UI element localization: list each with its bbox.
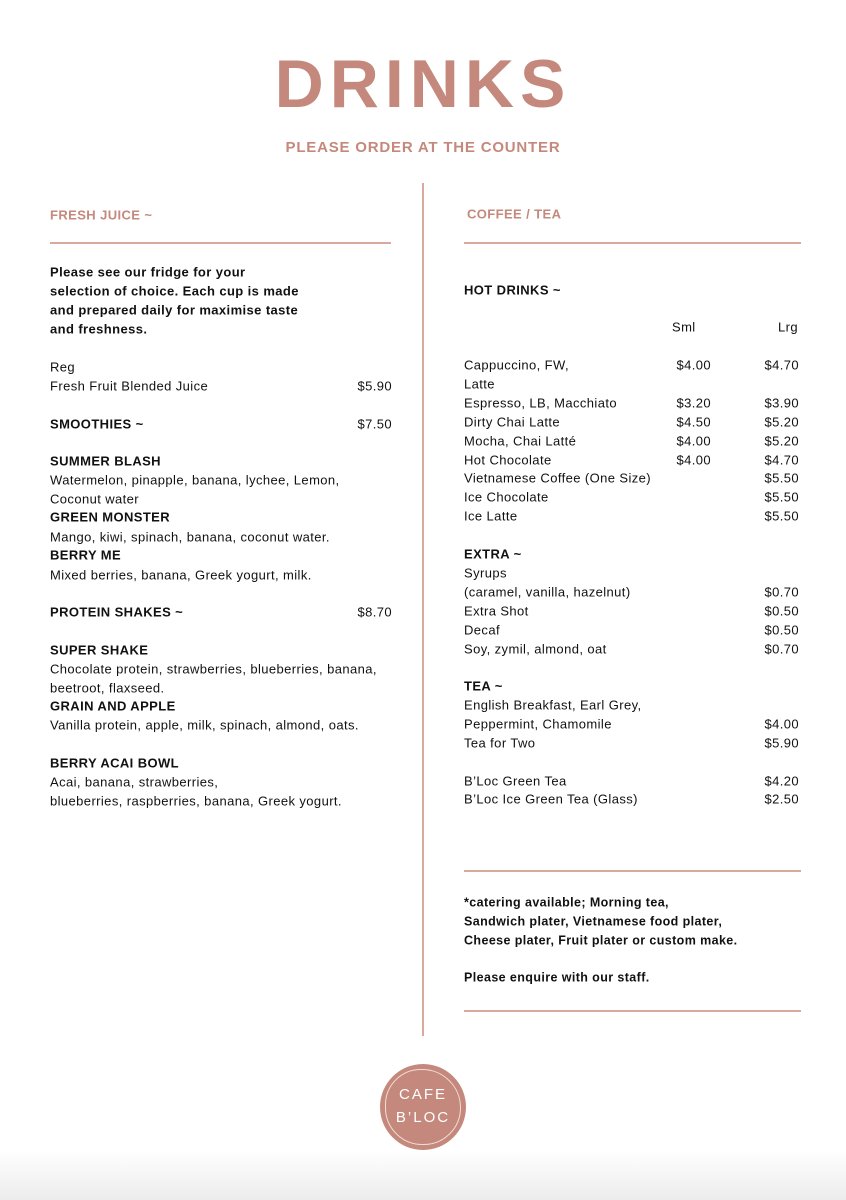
protein-shakes-price: $8.70	[357, 604, 392, 620]
menu-item-name: Tea for Two	[464, 735, 536, 751]
menu-item-name: Ice Latte	[464, 508, 518, 524]
protein-shakes-heading: PROTEIN SHAKES ~	[50, 604, 184, 620]
acai-bowl-heading: BERRY ACAI BOWL	[50, 755, 180, 771]
menu-item-price: $0.70	[764, 641, 799, 657]
menu-item-name: Syrups	[464, 565, 507, 581]
catering-note: Sandwich plater, Vietnamese food plater,	[464, 914, 723, 929]
menu-item-name: Latte	[464, 376, 495, 392]
column-divider	[422, 183, 424, 1036]
catering-note: *catering available; Morning tea,	[464, 895, 669, 910]
reg-label: Reg	[50, 359, 76, 375]
page-bottom-shadow	[0, 1150, 846, 1200]
menu-item-price: $4.00	[764, 716, 799, 732]
tea-heading: TEA ~	[464, 678, 503, 694]
smoothies-price: $7.50	[357, 416, 392, 432]
price-small: $4.00	[676, 452, 711, 467]
menu-item-desc: Mixed berries, banana, Greek yogurt, milk.	[50, 567, 312, 583]
divider	[464, 1010, 801, 1012]
menu-item-desc: blueberries, raspberries, banana, Greek yogurt.	[50, 793, 342, 809]
logo-text: B’LOC	[395, 1109, 451, 1126]
price-large: $5.50	[764, 508, 799, 524]
menu-item-name: Hot Chocolate	[464, 452, 552, 467]
menu-item-price: $0.70	[764, 584, 799, 600]
divider	[50, 242, 391, 244]
menu-item-price: $0.50	[764, 603, 799, 619]
smoothies-heading: SMOOTHIES ~	[50, 416, 144, 432]
cafe-bloc-logo	[380, 1064, 466, 1150]
menu-item-name: SUMMER BLASH	[50, 453, 161, 469]
menu-item-desc: Vanilla protein, apple, milk, spinach, almond, oats.	[50, 717, 359, 733]
catering-note: Cheese plater, Fruit plater or custom make.	[464, 933, 738, 948]
menu-item-name: Dirty Chai Latte	[464, 414, 560, 430]
intro-text: Please see our fridge for your	[50, 264, 246, 280]
menu-item-price: $2.50	[764, 791, 799, 807]
menu-item-price: $5.90	[357, 378, 392, 394]
menu-item-name: SUPER SHAKE	[50, 642, 149, 658]
menu-item-name: Mocha, Chai Latté	[464, 433, 577, 449]
divider	[464, 242, 801, 244]
menu-item-price: $0.50	[764, 622, 799, 638]
price-large: $5.50	[764, 489, 799, 505]
logo-ring	[385, 1069, 461, 1145]
menu-item-name: Ice Chocolate	[464, 489, 549, 505]
extra-heading: EXTRA ~	[464, 546, 522, 562]
size-large-header: Lrg	[778, 319, 798, 335]
menu-item-name: B’Loc Ice Green Tea (Glass)	[464, 791, 638, 807]
menu-item-price: $5.90	[764, 735, 799, 751]
price-large: $4.70	[764, 452, 799, 467]
menu-item-price: $4.20	[764, 773, 799, 788]
menu-item-name: English Breakfast, Earl Grey,	[464, 697, 642, 713]
page-title: DRINKS	[274, 46, 572, 122]
menu-item-desc: Mango, kiwi, spinach, banana, coconut water.	[50, 529, 330, 545]
intro-text: and freshness.	[50, 321, 148, 337]
logo-text: CAFE	[398, 1086, 447, 1103]
menu-item-desc: Acai, banana, strawberries,	[50, 774, 219, 790]
price-small: $4.50	[676, 414, 711, 430]
menu-item-name: Fresh Fruit Blended Juice	[50, 378, 209, 394]
menu-item-name: Peppermint, Chamomile	[464, 716, 612, 732]
menu-item-name: Soy, zymil, almond, oat	[464, 641, 607, 657]
price-small: $3.20	[676, 395, 711, 411]
price-large: $5.50	[764, 470, 799, 486]
menu-item-name: Decaf	[464, 622, 500, 638]
menu-item-desc: Chocolate protein, strawberries, blueberries, banana,	[50, 661, 377, 677]
menu-item-name: GREEN MONSTER	[50, 509, 171, 525]
menu-item-name: B’Loc Green Tea	[464, 773, 567, 788]
menu-item-name: GRAIN AND APPLE	[50, 698, 176, 714]
size-small-header: Sml	[672, 319, 696, 335]
menu-item-name: Vietnamese Coffee (One Size)	[464, 470, 652, 486]
menu-item-name: Extra Shot	[464, 603, 529, 619]
menu-item-name: Cappuccino, FW,	[464, 357, 569, 373]
menu-item-name: Espresso, LB, Macchiato	[464, 395, 617, 411]
menu-item-name: (caramel, vanilla, hazelnut)	[464, 584, 631, 600]
intro-text: and prepared daily for maximise taste	[50, 302, 299, 318]
price-large: $5.20	[764, 433, 799, 449]
coffee-tea-heading: COFFEE / TEA	[467, 206, 562, 222]
fresh-juice-heading: FRESH JUICE ~	[50, 207, 153, 223]
page-subtitle: PLEASE ORDER AT THE COUNTER	[285, 139, 561, 156]
price-large: $5.20	[764, 414, 799, 430]
intro-text: selection of choice. Each cup is made	[50, 283, 299, 299]
price-large: $3.90	[764, 395, 799, 411]
divider	[464, 870, 801, 872]
price-large: $4.70	[764, 357, 799, 373]
menu-item-desc: Watermelon, pinapple, banana, lychee, Lemon,	[50, 472, 340, 488]
menu-item-desc: beetroot, flaxseed.	[50, 680, 165, 696]
price-small: $4.00	[676, 357, 711, 373]
menu-item-desc: Coconut water	[50, 491, 140, 507]
price-small: $4.00	[676, 433, 711, 449]
hot-drinks-heading: HOT DRINKS ~	[464, 282, 561, 298]
menu-item-name: BERRY ME	[50, 547, 122, 563]
enquire-note: Please enquire with our staff.	[464, 970, 650, 985]
